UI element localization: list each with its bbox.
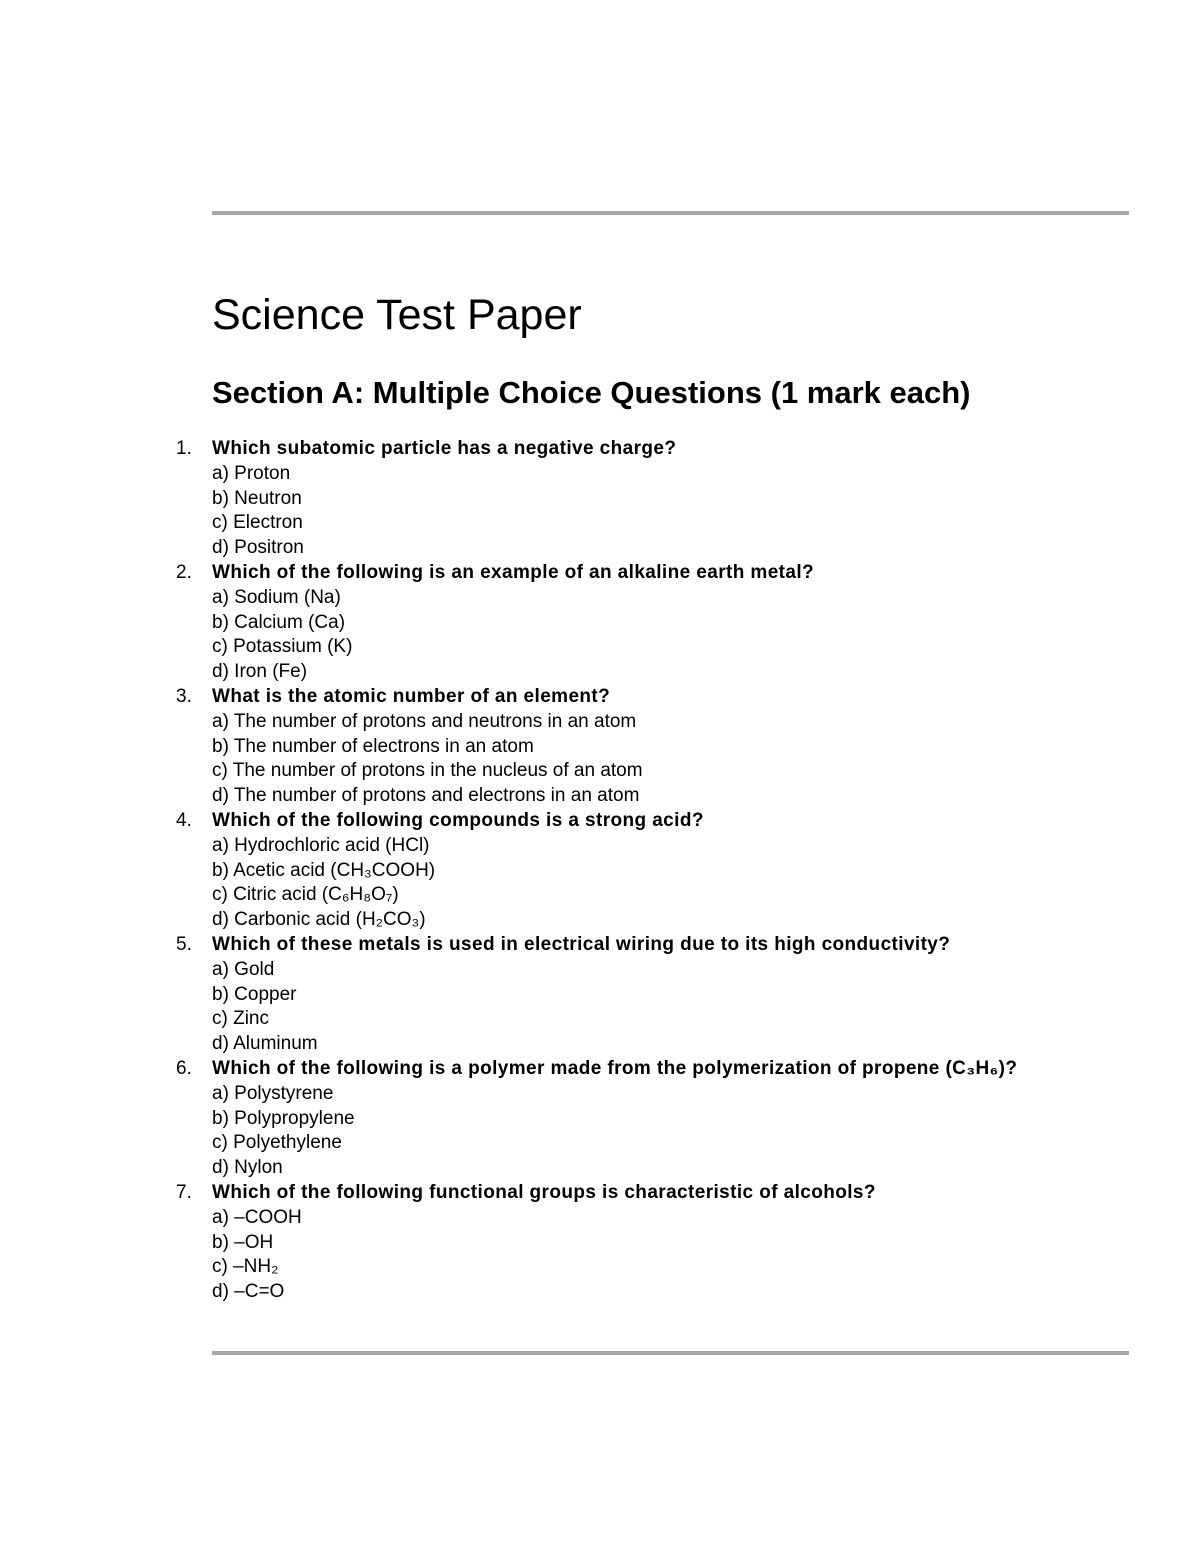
option-list [212,1206,1200,1305]
option-b: b) The number of electrons in an atom [212,735,534,757]
question-7 [0,1181,1200,1305]
question-6 [0,1057,1200,1181]
option-b: b) Neutron [212,487,302,509]
question-text: Which of these metals is used in electrical wiring due to its high conductivity? [212,933,951,955]
bottom-divider [212,1351,1129,1355]
question-text: Which of the following is a polymer made from the polymerization of propene (C₃H₆)? [212,1057,1018,1079]
option-d: d) The number of protons and electrons in an atom [212,785,640,807]
option-b: b) –OH [212,1231,274,1253]
option-a: a) The number of protons and neutrons in an atom [212,710,637,732]
option-a: a) Proton [212,462,291,484]
option-d: d) Nylon [212,1157,283,1179]
option-a: a) Polystyrene [212,1082,334,1104]
option-c: c) Electron [212,512,303,534]
option-a: a) Hydrochloric acid (HCl) [212,834,430,856]
question-list [0,437,1200,1305]
option-list [212,710,1200,809]
question-number: 6. [176,1057,192,1079]
option-a: a) Gold [212,958,275,980]
option-d: d) –C=O [212,1281,285,1303]
question-number: 7. [176,1181,192,1203]
question-text: Which of the following compounds is a strong acid? [212,809,704,831]
option-c: c) Potassium (K) [212,636,353,658]
option-c: c) Polyethylene [212,1132,342,1154]
question-text: What is the atomic number of an element? [212,685,611,707]
question-text: Which of the following is an example of an alkaline earth metal? [212,561,815,583]
option-b: b) Acetic acid (CH₃COOH) [212,859,436,881]
question-number: 2. [176,561,192,583]
option-list [212,586,1200,685]
option-d: d) Positron [212,537,304,559]
option-d: d) Aluminum [212,1033,318,1055]
option-c: c) –NH₂ [212,1256,279,1278]
question-2 [0,561,1200,685]
question-1 [0,437,1200,561]
question-3 [0,685,1200,809]
option-a: a) –COOH [212,1206,302,1228]
question-number: 3. [176,685,192,707]
option-c: c) The number of protons in the nucleus of an atom [212,760,643,782]
option-b: b) Copper [212,983,297,1005]
option-a: a) Sodium (Na) [212,586,341,608]
question-text: Which of the following functional groups is characteristic of alcohols? [212,1181,876,1203]
option-list [212,462,1200,561]
page-title: Science Test Paper [212,291,582,339]
option-c: c) Zinc [212,1008,269,1030]
question-number: 1. [176,438,192,459]
option-list [212,958,1200,1057]
question-number: 4. [176,809,192,831]
option-b: b) Calcium (Ca) [212,611,346,633]
question-4 [0,809,1200,933]
question-text: Which subatomic particle has a negative charge? [212,438,677,459]
section-heading: Section A: Multiple Choice Questions (1 mark each) [212,375,971,410]
option-list [212,834,1200,933]
question-5 [0,933,1200,1057]
option-d: d) Carbonic acid (H₂CO₃) [212,909,426,931]
option-d: d) Iron (Fe) [212,661,308,683]
top-divider [212,211,1129,215]
option-list [212,1082,1200,1181]
option-b: b) Polypropylene [212,1107,355,1129]
question-number: 5. [176,933,192,955]
option-c: c) Citric acid (C₆H₈O₇) [212,884,399,906]
